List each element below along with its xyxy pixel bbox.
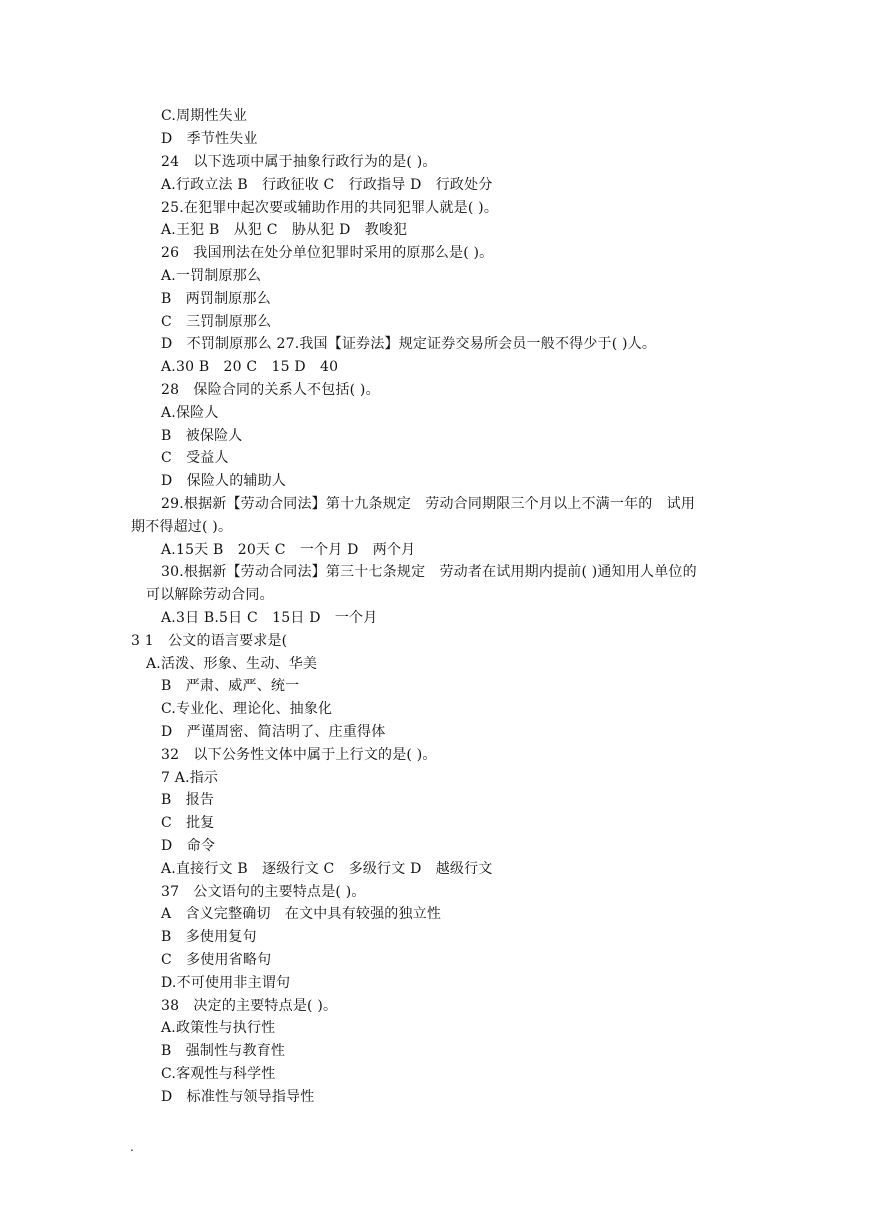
text-line: D 命令 xyxy=(161,838,216,854)
text-line: D.不可使用非主谓句 xyxy=(161,975,291,991)
text-line: 25.在犯罪中起次要或辅助作用的共同犯罪人就是( )。 xyxy=(161,200,499,216)
text-line: A.政策性与执行性 xyxy=(161,1020,276,1036)
text-line: 7 A.指示 xyxy=(161,770,219,786)
text-line: A.直接行文 B 逐级行文 C 多级行文 D 越级行文 xyxy=(161,861,493,877)
text-line: A.30 B 20 C 15 D 40 xyxy=(161,359,339,375)
text-line: B 两罚制原那么 xyxy=(161,291,271,307)
text-line: C.周期性失业 xyxy=(161,108,248,124)
text-line: A.一罚制原那么 xyxy=(161,268,262,284)
text-line: A.王犯 B 从犯 C 胁从犯 D 教唆犯 xyxy=(161,222,408,238)
text-line: C 受益人 xyxy=(161,450,229,466)
text-line: B 被保险人 xyxy=(161,428,243,444)
text-line: 期不得超过( )。 xyxy=(131,519,233,535)
text-line: 38 决定的主要特点是( )。 xyxy=(161,998,338,1014)
text-line: 30.根据新【劳动合同法】第三十七条规定 劳动者在试用期内提前( )通知用人单位的 xyxy=(161,564,697,580)
text-line: 37 公文语句的主要特点是( )。 xyxy=(161,884,366,900)
text-line: B 多使用复句 xyxy=(161,929,257,945)
text-line: 26 我国刑法在处分单位犯罪时采用的原那么是( )。 xyxy=(161,245,494,261)
text-line: D 不罚制原那么 27.我国【证券法】规定证券交易所会员一般不得少于( )人。 xyxy=(161,336,657,352)
text-line: 29.根据新【劳动合同法】第十九条规定 劳动合同期限三个月以上不满一年的 试用 xyxy=(161,496,696,512)
text-line: C 三罚制原那么 xyxy=(161,314,272,330)
text-line: 28 保险合同的关系人不包括( )。 xyxy=(161,382,380,398)
footer-mark: . xyxy=(130,1140,134,1154)
text-line: B 强制性与教育性 xyxy=(161,1043,286,1059)
text-line: C.客观性与科学性 xyxy=(161,1066,276,1082)
text-line: C.专业化、理论化、抽象化 xyxy=(161,701,333,717)
text-line: A.15天 B 20天 C 一个月 D 两个月 xyxy=(161,542,416,558)
text-line: D 标准性与领导指导性 xyxy=(161,1089,315,1105)
text-line: A.保险人 xyxy=(161,405,219,421)
text-line: A.活泼、形象、生动、华美 xyxy=(146,656,318,672)
text-line: C 多使用省略句 xyxy=(161,952,272,968)
text-line: B 严肃、威严、统一 xyxy=(161,678,300,694)
text-line: 24 以下选项中属于抽象行政行为的是( )。 xyxy=(161,154,437,170)
text-line: A.行政立法 B 行政征收 C 行政指导 D 行政处分 xyxy=(161,177,493,193)
text-line: D 季节性失业 xyxy=(161,131,258,147)
text-line: 32 以下公务性文体中属于上行文的是( )。 xyxy=(161,747,437,763)
text-line: C 批复 xyxy=(161,815,215,831)
text-line: B 报告 xyxy=(161,792,215,808)
text-line: 3 1 公文的语言要求是( xyxy=(131,633,288,649)
text-line: A 含义完整确切 在文中具有较强的独立性 xyxy=(161,906,442,922)
text-line: 可以解除劳动合同。 xyxy=(146,587,274,603)
text-line: D 保险人的辅助人 xyxy=(161,473,287,489)
text-line: D 严谨周密、简洁明了、庄重得体 xyxy=(161,724,386,740)
text-line: A.3日 B.5日 C 15日 D 一个月 xyxy=(161,610,378,626)
